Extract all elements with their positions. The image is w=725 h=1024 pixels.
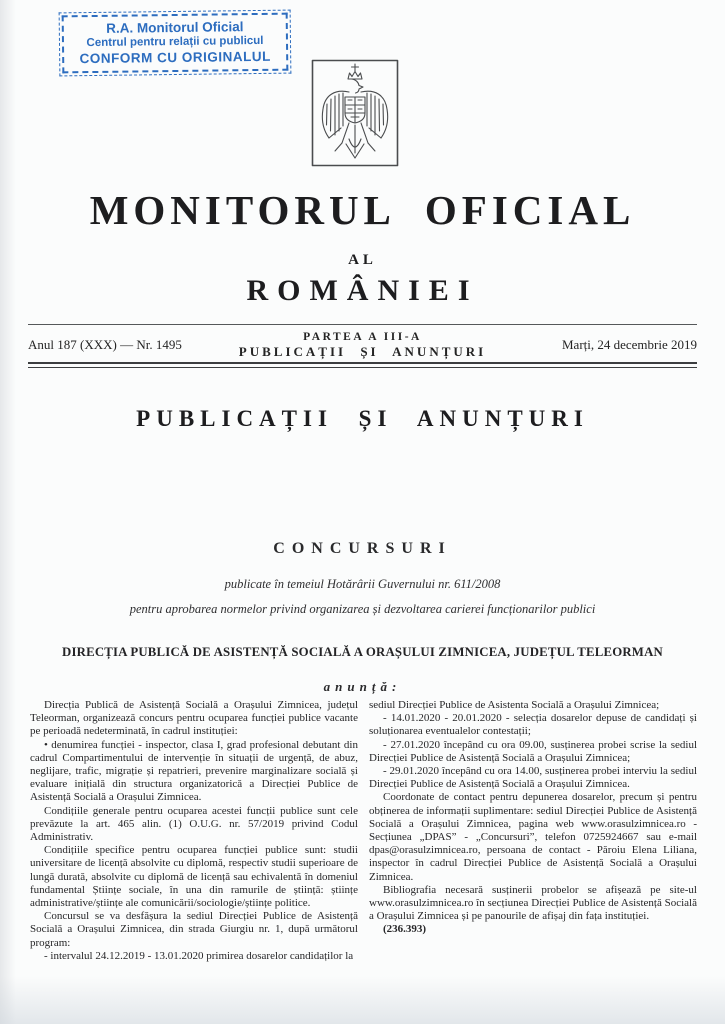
paragraph: Bibliografia necesară susținerii probelor se afișează pe site-ul www.orasulzimnicea.ro în secțiunea Direcției Publice de Asistență Socială a Orașului Zimnicea și pe panourile de afișaj din fața instituției. bbox=[369, 883, 697, 923]
top-rule bbox=[28, 324, 697, 325]
paragraph: - 14.01.2020 - 20.01.2020 - selecția dosarelor depuse de candidați și soluționarea eventualelor contestații; bbox=[369, 712, 697, 738]
legal-basis-line1: publicate în temeiul Hotărârii Guvernului nr. 611/2008 bbox=[224, 577, 501, 591]
legal-basis-line2: pentru aprobarea normelor privind organizarea și dezvoltarea carierei funcționarilor publici bbox=[129, 602, 596, 616]
paragraph: Coordonate de contact pentru depunerea dosarelor, precum și pentru obținerea de informații suplimentare: sediul Direcției Publice de Asistență Socială a Orașului Zimnicea, pagina web www.orasulzimnicea.ro - Secțiunea „DPAS” - „Concursuri”, telefon 0725924667 sau e-mail dpas@orasulzimnicea.ro, persoana de contact - Păroiu Elena Liliana, inspector în cadrul Direcției Publice de Asistență Socială a Orașului Zimnicea. bbox=[369, 791, 697, 883]
paragraph: sediul Direcției Publice de Asistenta Socială a Orașului Zimnicea; bbox=[369, 699, 660, 711]
issue-number: Anul 187 (XXX) — Nr. 1495 bbox=[28, 337, 182, 353]
issue-info-bar bbox=[28, 330, 697, 361]
masthead-connector: AL bbox=[348, 252, 377, 268]
conform-stamp bbox=[62, 13, 289, 74]
announce-word: anunță: bbox=[323, 679, 402, 694]
paragraph: - 29.01.2020 începând cu ora 14.00, susținerea probei interviu la sediul Direcției Publice de Asistență Socială a Orașului Zimnicea. bbox=[369, 765, 697, 791]
issue-part-line1: PARTEA A III-A bbox=[303, 331, 422, 343]
issue-date: Marți, 24 decembrie 2019 bbox=[561, 337, 697, 353]
header-double-rule bbox=[28, 362, 697, 368]
issue-part-line2: PUBLICAȚII ȘI ANUNȚURI bbox=[238, 344, 487, 360]
coat-of-arms-icon bbox=[311, 59, 399, 167]
paragraph: (236.393) bbox=[383, 923, 427, 936]
paragraph: Concursul se va desfășura la sediul Direcției Publice de Asistență Socială a Orașului Zimnicea, din strada Giurgiu nr. 1, după următorul program: bbox=[30, 910, 358, 949]
issuer-heading: DIRECȚIA PUBLICĂ DE ASISTENȚĂ SOCIALĂ A ORAȘULUI ZIMNICEA, JUDEȚUL TELEORMAN bbox=[62, 645, 663, 659]
left-column bbox=[30, 699, 358, 963]
part-title: PUBLICAȚII ȘI ANUNȚURI bbox=[136, 406, 589, 431]
paragraph: • denumirea funcției - inspector, clasa I, grad profesional debutant din cadrul Compartimentului de intervenție în situații de urgență, de abuz, neglijare, trafic, migrație și repatrieri, prevenire marginalizare socială și evaluare inițială din structura organizatorică a Direcției Publice de Asistență Socială a Orașului Zimnicea. bbox=[30, 738, 358, 804]
announcement-body bbox=[30, 699, 697, 963]
paragraph: Direcția Publică de Asistență Socială a Orașului Zimnicea, județul Teleorman, organizează concurs pentru ocuparea funcției publice vacante pe perioadă nedeterminată, în cadrul instituției: bbox=[30, 699, 358, 738]
stamp-dept-line: Centrul pentru relații cu publicul bbox=[86, 34, 264, 50]
issue-part bbox=[239, 330, 486, 361]
paragraph: - intervalul 24.12.2019 - 13.01.2020 primirea dosarelor candidaților la bbox=[44, 949, 354, 962]
paragraph: Condițiile specifice pentru ocuparea funcției publice sunt: studii universitare de licență absolvite cu diplomă, respectiv studii superioare de lungă durată, absolvite cu diplomă de licență sau echivalentă în domeniul fundamental Științe sociale, în una din ramurile de știință: științe administrative/științe ale comunicării/sociologie/științe politice. bbox=[30, 844, 358, 910]
concursuri-heading: CONCURSURI bbox=[273, 540, 452, 557]
stamp-conform-line: CONFORM CU ORIGINALUL bbox=[79, 48, 271, 67]
masthead-country: ROMÂNIEI bbox=[246, 274, 479, 307]
right-column bbox=[369, 699, 697, 963]
paragraph: Condițiile generale pentru ocuparea acestei funcții publice sunt cele prevăzute la art. 465 alin. (1) O.U.G. nr. 57/2019 privind Codul Administrativ. bbox=[30, 804, 358, 844]
stamp-org-line: R.A. Monitorul Oficial bbox=[106, 19, 244, 36]
masthead-title: MONITORUL OFICIAL bbox=[89, 187, 636, 233]
paragraph: - 27.01.2020 începând cu ora 09.00, susținerea probei scrise la sediul Direcției Publice de Asistență Socială a Orașului Zimnicea; bbox=[369, 738, 697, 764]
